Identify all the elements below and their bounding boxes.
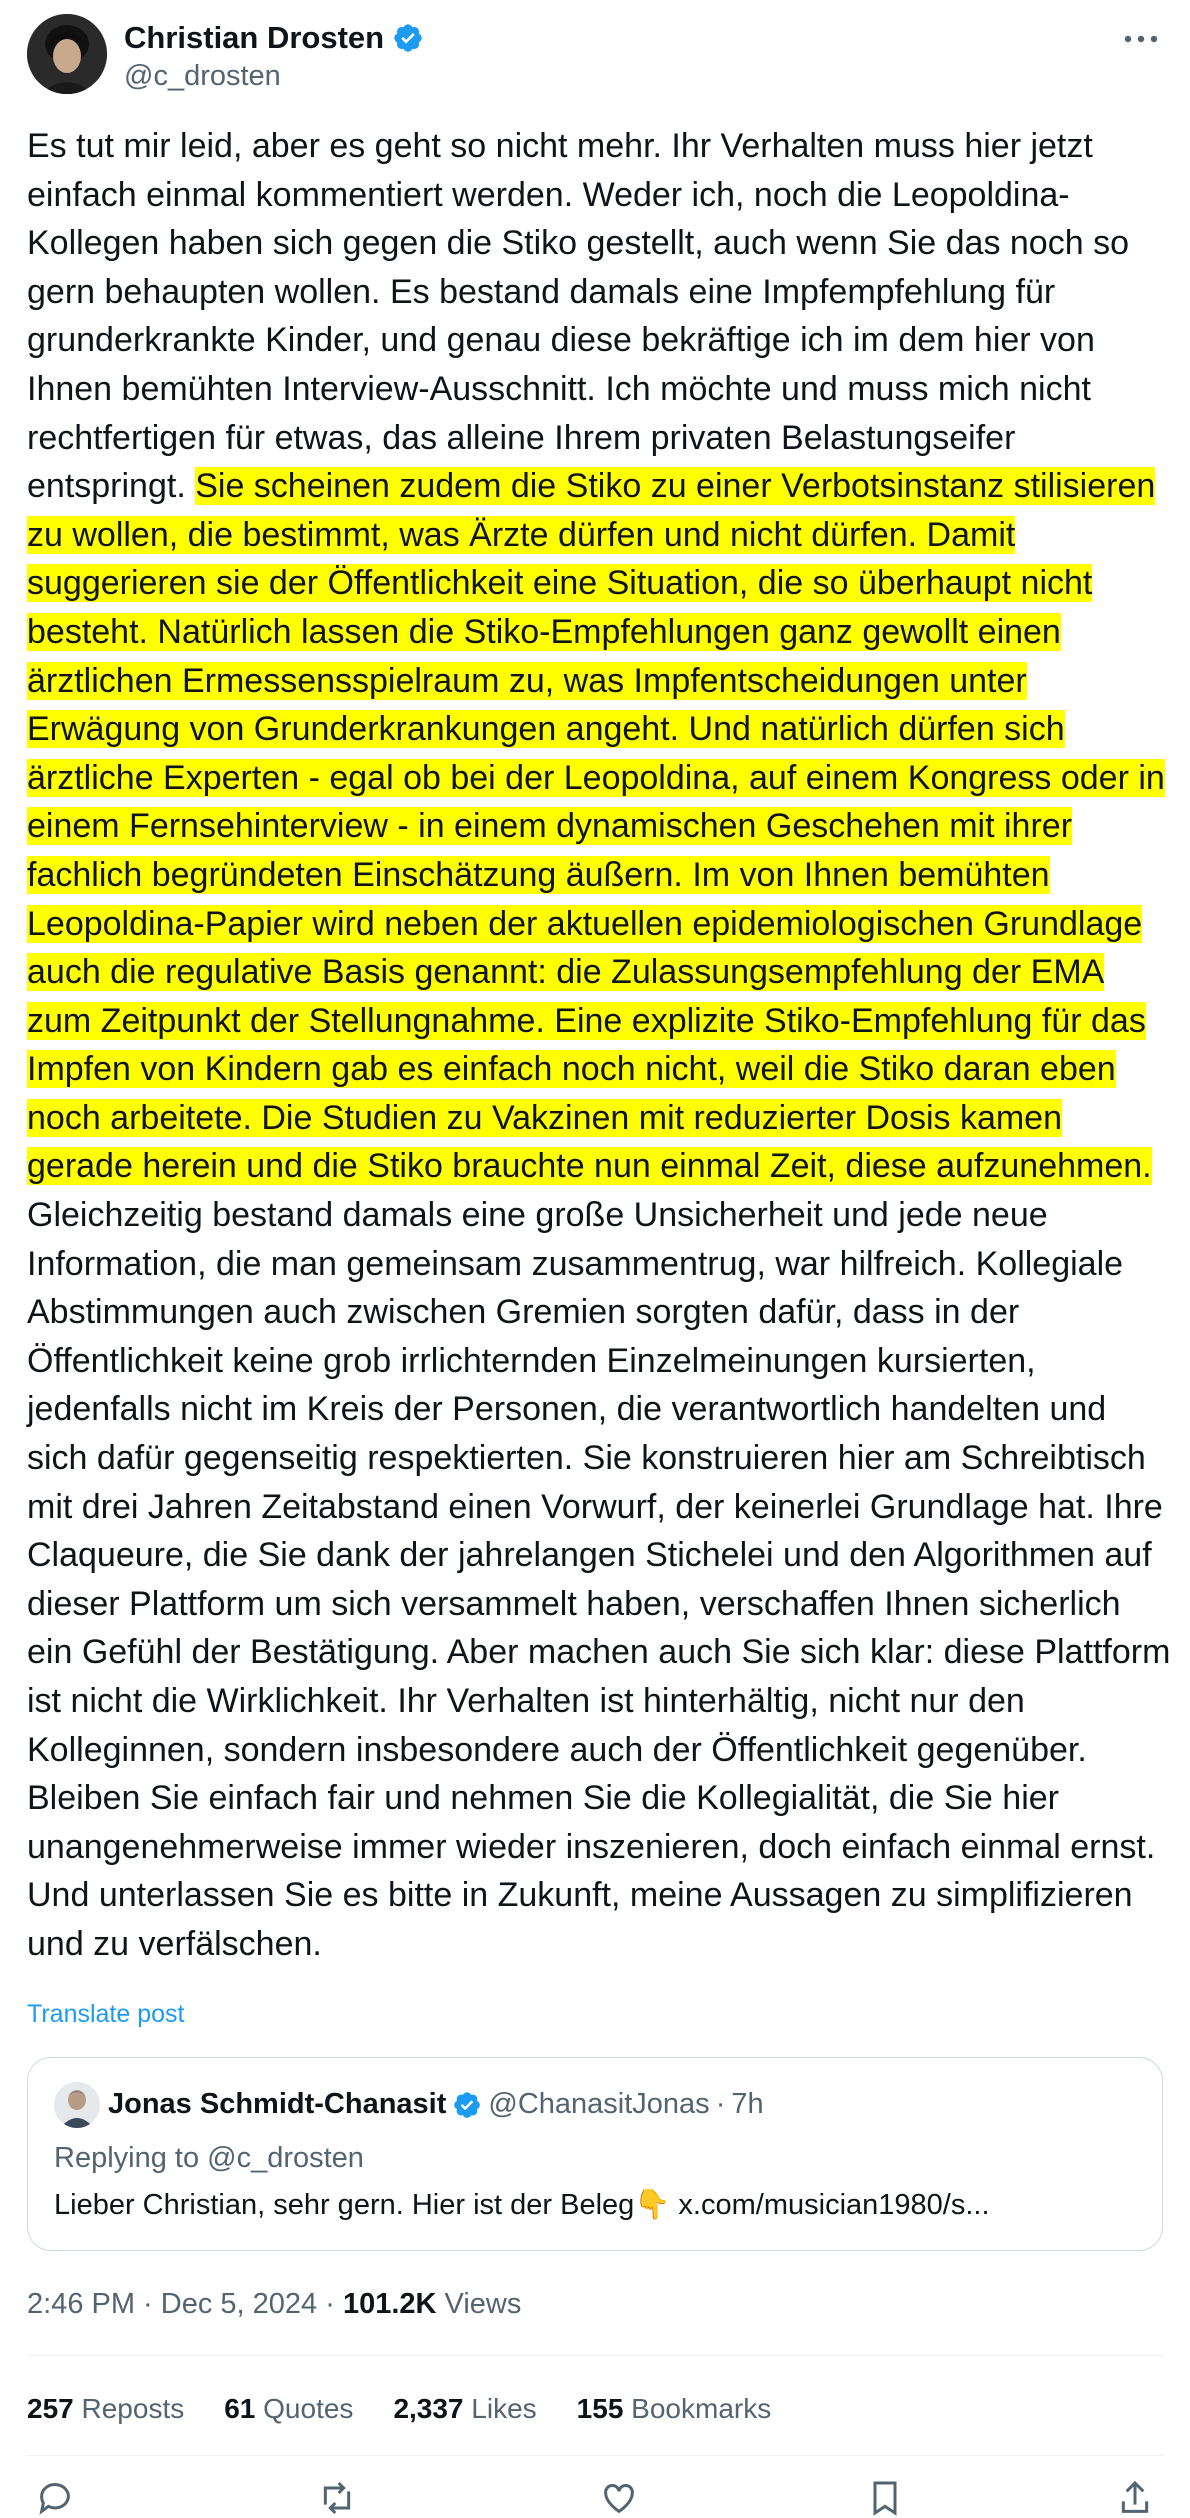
tweet-text — [27, 122, 1172, 1969]
quoted-separator: · — [715, 2088, 726, 2120]
quoted-author-handle: @ChanasitJonas — [488, 2088, 710, 2120]
quoted-tweet-card[interactable] — [27, 2057, 1163, 2251]
reposts-stat[interactable] — [27, 2393, 184, 2425]
likes-stat[interactable] — [393, 2393, 536, 2425]
reply-icon[interactable] — [35, 2478, 75, 2518]
divider — [27, 2355, 1163, 2356]
bookmarks-label: Bookmarks — [631, 2393, 772, 2424]
quotes-label: Quotes — [263, 2393, 354, 2424]
tweet-header — [27, 14, 1163, 96]
quoted-tweet-text: Lieber Christian, sehr gern. Hier ist der Beleg👇 x.com/musician1980/s... — [54, 2189, 990, 2221]
quotes-count: 61 — [224, 2393, 256, 2424]
quoted-replying-to: Replying to @c_drosten — [54, 2142, 364, 2174]
tweet-text-intro: Es tut mir leid, aber es geht so nicht mehr. Ihr Verhalten muss hier jetzt einfach einmal kommentiert werden. Weder ich, noch die Leopoldina-Kollegen haben sich gegen die Stiko gestellt, auch wenn Sie das noch so gern behaupten wollen. Es bestand damals eine Impfempfehlung für grunderkrankte Kinder, und genau diese bekräftige ich im dem hier von Ihnen bemühten Interview-Ausschnitt. Ich möchte und muss mich nicht rechtfertigen für etwas, das alleine Ihrem privaten Belastungseifer entspringt. — [27, 127, 1129, 506]
bookmark-icon[interactable] — [865, 2478, 905, 2518]
more-options-icon[interactable] — [1119, 24, 1163, 54]
engagement-stats — [27, 2393, 771, 2425]
author-name-text: Christian Drosten — [124, 20, 385, 55]
tweet-timestamp-views — [27, 2288, 521, 2321]
divider — [27, 2455, 1163, 2456]
author-avatar[interactable] — [27, 14, 107, 94]
quoted-avatar-photo-icon — [54, 2082, 100, 2128]
quoted-author-avatar — [54, 2082, 100, 2128]
views-label: Views — [436, 2288, 522, 2320]
likes-label: Likes — [471, 2393, 537, 2424]
quoted-author-name: Jonas Schmidt-Chanasit — [108, 2088, 447, 2120]
quoted-time: 7h — [731, 2088, 764, 2120]
reposts-label: Reposts — [81, 2393, 185, 2424]
views-count: 101.2K — [342, 2288, 437, 2320]
likes-count: 2,337 — [393, 2393, 464, 2424]
tweet-text-conclusion: Gleichzeitig bestand damals eine große Unsicherheit und jede neue Information, die man gemeinsam zusammentrug, war hilfreich. Kollegiale Abstimmungen auch zwischen Gremien sorgten dafür, dass in der Öffentlichkeit keine grob irrlichternden Einzelmeinungen kursierten, jedenfalls nicht im Kreis der Personen, die verantwortlich handelten und sich dafür gegenseitig respektierten. Sie konstruieren hier am Schreibtisch mit drei Jahren Zeitabstand einen Vorwurf, der keinerlei Grundlage hat. Ihre Claqueure, die Sie dank der jahrelangen Stichelei und den Algorithmen auf dieser Plattform um sich versammelt haben, verschaffen Ihnen sicherlich ein Gefühl der Bestätigung. Aber machen auch Sie sich klar: diese Plattform ist nicht die Wirklichkeit. Ihr Verhalten ist hinterhältig, nicht nur den Kolleginnen, sondern insbesondere auch der Öffentlichkeit gegenüber. Bleiben Sie einfach fair und nehmen Sie die Kollegialität, die Sie hier unangenehmerweise immer wieder inszenieren, doch einfach einmal ernst. Und unterlassen Sie es bitte in Zukunft, meine Aussagen zu simplifizieren und zu verfälschen. — [27, 1196, 1171, 1963]
quoted-tweet-header — [108, 2088, 764, 2121]
quoted-verified-badge-icon — [452, 2090, 482, 2120]
verified-badge-icon — [392, 22, 424, 54]
translate-post-link[interactable]: Translate post — [27, 2000, 185, 2028]
quotes-stat[interactable] — [224, 2393, 353, 2425]
avatar-photo-icon — [27, 14, 107, 94]
highlighted-passage: Sie scheinen zudem die Stiko zu einer Verbotsinstanz stilisieren zu wollen, die bestimmt, was Ärzte dürfen und nicht dürfen. Damit suggerieren sie der Öffentlichkeit eine Situation, die so überhaupt nicht besteht. Natürlich lassen die Stiko-Empfehlungen ganz gewollt einen ärztlichen Ermessensspielraum zu, was Impfentscheidungen unter Erwägung von Grunderkrankungen angeht. Und natürlich dürfen sich ärztliche Experten - egal ob bei der Leopoldina, auf einem Kongress oder in einem Fernsehinterview - in einem dynamischen Geschehen mit ihrer fachlich begründeten Einschätzung äußern. Im von Ihnen bemühten Leopoldina-Papier wird neben der aktuellen epidemiologischen Grundlage auch die regulative Basis genannt: die Zulassungsempfehlung der EMA zum Zeitpunkt der Stellungnahme. Eine explizite Stiko-Empfehlung für das Impfen von Kindern gab es einfach noch nicht, weil die Stiko daran eben noch arbeitete. Die Studien zu Vakzinen mit reduzierter Dosis kamen gerade herein und die Stiko brauchte nun einmal Zeit, diese aufzunehmen. — [27, 467, 1165, 1186]
author-name[interactable] — [124, 20, 424, 56]
reposts-count: 257 — [27, 2393, 74, 2424]
repost-icon[interactable] — [317, 2478, 357, 2518]
bookmarks-stat[interactable] — [577, 2393, 772, 2425]
author-handle[interactable]: @c_drosten — [124, 60, 281, 92]
like-icon[interactable] — [599, 2478, 639, 2518]
bookmarks-count: 155 — [576, 2393, 624, 2424]
tweet-timestamp[interactable]: 2:46 PM · Dec 5, 2024 · — [27, 2288, 343, 2320]
share-icon[interactable] — [1115, 2478, 1155, 2518]
action-bar — [27, 2478, 1163, 2518]
